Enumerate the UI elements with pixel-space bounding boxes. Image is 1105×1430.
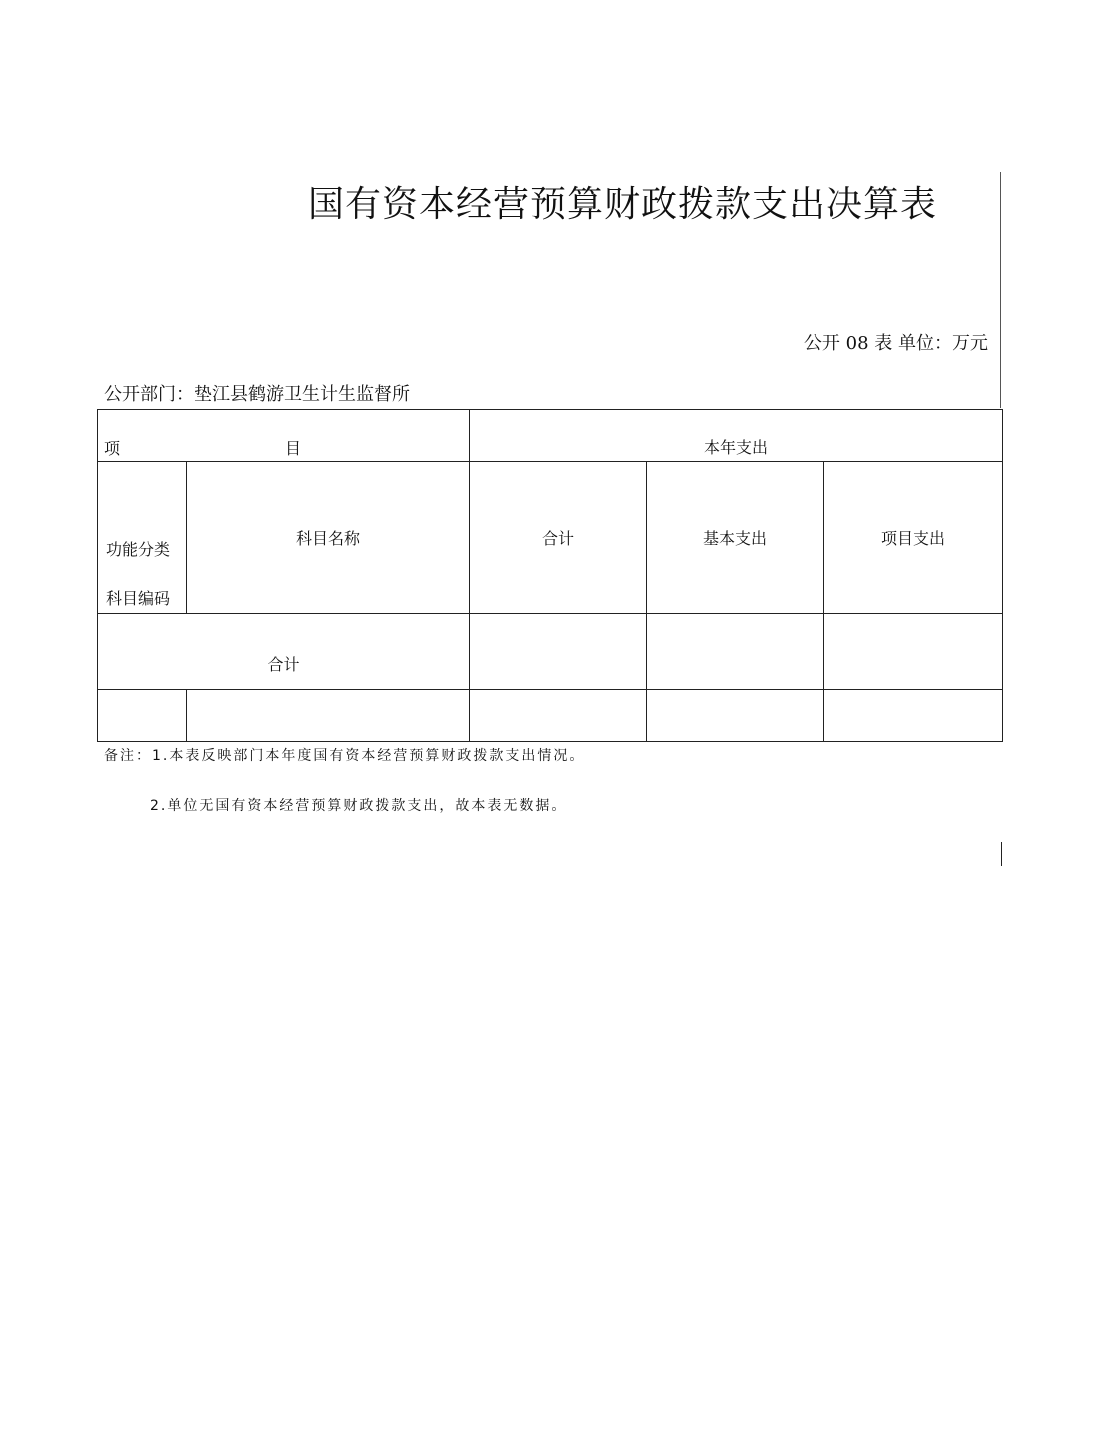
empty-total-cell [470,690,647,742]
header-current-year-expenditure: 本年支出 [470,410,1003,462]
empty-basic-cell [647,690,824,742]
note-2: 2.单位无国有资本经营预算财政拨款支出，故本表无数据。 [150,798,568,814]
header-function-code-cell [98,462,187,614]
page-title: 国有资本经营预算财政拨款支出决算表 [308,184,938,225]
header-item-cell [98,410,470,462]
header-project-expenditure: 项目支出 [824,462,1003,614]
right-border-line-bottom [1001,842,1002,866]
empty-project-cell [824,690,1003,742]
total-row-label: 合计 [98,614,470,690]
header-item-left: 项 [104,439,121,458]
empty-name-cell [187,690,470,742]
header-subject-name: 科目名称 [187,462,470,614]
empty-data-row [98,690,1003,742]
header-row-1 [98,410,1003,462]
department-label: 公开部门：垫江县鹤游卫生计生监督所 [104,384,410,405]
header-function-code-line1: 功能分类 [106,540,171,559]
header-total: 合计 [470,462,647,614]
total-row-project-cell [824,614,1003,690]
right-border-line-top [1000,172,1001,408]
total-row [98,614,1003,690]
budget-table [97,409,1003,742]
note-1: 备注：1.本表反映部门本年度国有资本经营预算财政拨款支出情况。 [104,748,586,764]
form-number-unit: 公开 08 表 单位：万元 [803,333,988,354]
header-function-code-line2: 科目编码 [106,589,171,608]
total-row-total-cell [470,614,647,690]
header-item-right: 目 [285,439,302,458]
header-row-2 [98,462,1003,614]
empty-code-cell [98,690,187,742]
header-basic-expenditure: 基本支出 [647,462,824,614]
total-row-basic-cell [647,614,824,690]
